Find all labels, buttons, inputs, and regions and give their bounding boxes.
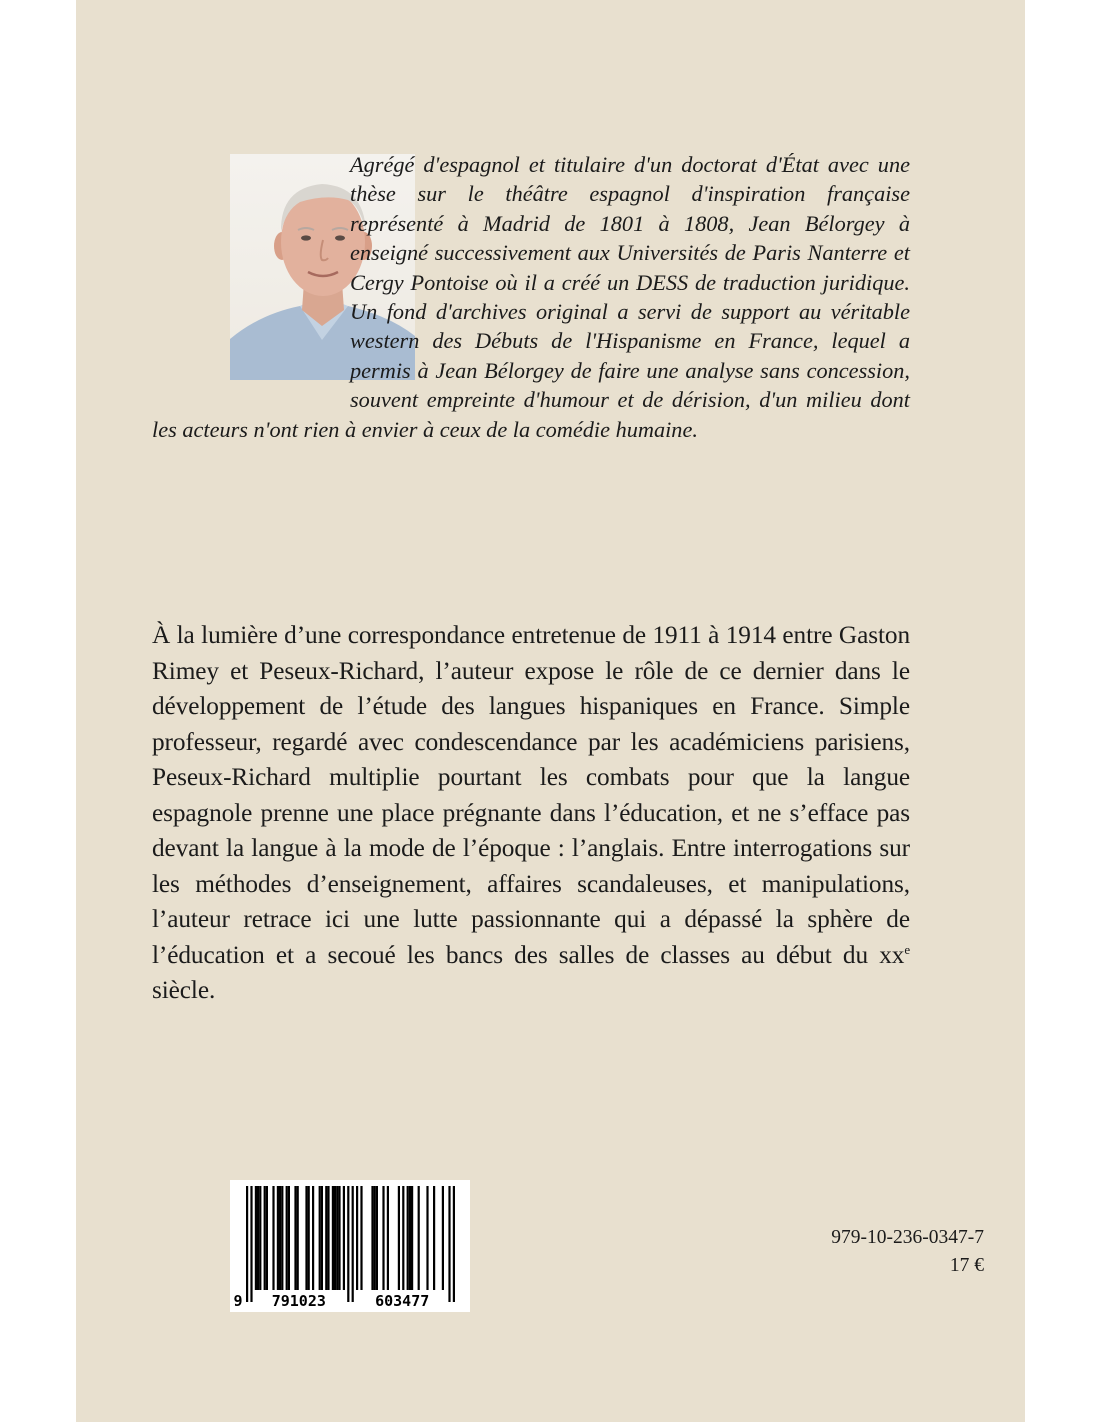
- barcode-bar: [374, 1186, 376, 1290]
- barcode-bar: [409, 1186, 411, 1290]
- barcode-bar: [319, 1186, 321, 1290]
- barcode-digits: 603477: [375, 1292, 430, 1310]
- barcode-digits: 9: [233, 1292, 243, 1310]
- barcode-bar: [411, 1186, 413, 1290]
- biography-text: Agrégé d'espagnol et titulaire d'un doctorat d'État avec une thèse sur le théâtre espagnol d'inspiration française représenté à Madrid de 1801 à 1808, Jean Bélorgey à enseigné successivement aux Universités de Paris Nanterre et Cergy Pontoise où il a créé un DESS de traduction juridique. Un fond d'archives original a servi de support au véritable western des Débuts de l'Hispanisme en France, lequel a permis à Jean Bélorgey de faire une analyse sans concession, souvent empreinte d'humour et de dérision, d'un milieu dont les acteurs n'ont rien à envier à ceux de la comédie humaine.: [152, 152, 910, 442]
- barcode-bar: [250, 1186, 252, 1302]
- barcode-bar: [356, 1186, 358, 1290]
- barcode-bar: [266, 1186, 268, 1290]
- barcode-bar: [334, 1186, 336, 1290]
- barcode-bar: [433, 1186, 435, 1290]
- barcode-bar: [347, 1186, 349, 1302]
- barcode-bar: [259, 1186, 261, 1290]
- book-summary: [152, 618, 910, 1009]
- barcode-bar: [382, 1186, 384, 1290]
- barcode-bar: [343, 1186, 345, 1290]
- barcode-bar: [327, 1186, 329, 1290]
- barcode-bar: [360, 1186, 362, 1290]
- barcode-bar: [387, 1186, 389, 1290]
- barcode-bar: [321, 1186, 323, 1290]
- barcode-bar: [325, 1186, 327, 1290]
- barcode-bar: [281, 1186, 283, 1290]
- barcode-bar: [257, 1186, 259, 1290]
- barcode-bar: [272, 1186, 274, 1290]
- price: 17 €: [949, 1255, 984, 1276]
- barcode-bar: [255, 1186, 257, 1290]
- barcode-digits: 791023: [271, 1292, 326, 1310]
- barcode-bar: [371, 1186, 373, 1290]
- barcode-bar: [453, 1186, 455, 1302]
- barcode-bar: [294, 1186, 296, 1290]
- barcode-bar: [277, 1186, 279, 1290]
- barcode-bar: [336, 1186, 338, 1290]
- barcode-bar: [426, 1186, 428, 1290]
- barcode-bar: [312, 1186, 314, 1290]
- barcode-bar: [376, 1186, 378, 1290]
- summary-text-end: siècle.: [152, 976, 216, 1004]
- barcode-bar: [352, 1186, 354, 1302]
- isbn-block: [831, 1224, 984, 1280]
- barcode-bar: [442, 1186, 444, 1290]
- summary-text-main: À la lumière d’une correspondance entretenue de 1911 à 1914 entre Gaston Rimey et Peseux-Richard, l’auteur expose le rôle de ce dernier dans le développement de l’étude des langues hispaniques en France. Simple professeur, regardé avec condescendance par les académiciens parisiens, Peseux-Richard multiplie pourtant les combats pour que la langue espagnole prenne une place prégnante dans l’éducation, et ne s’efface pas devant la langue à la mode de l’époque : l’anglais. Entre interrogations sur les méthodes d’enseignement, affaires scandaleuses, et manipulations, l’auteur retrace ici une lutte passionnante qui a dépassé la sphère de l’éducation et a secoué les bancs des salles de classes au début du: [152, 621, 910, 969]
- barcode-bar: [286, 1186, 288, 1290]
- barcode-bar: [338, 1186, 340, 1290]
- barcode-bar: [297, 1186, 299, 1290]
- author-biography: [152, 150, 910, 444]
- barcode-bar: [398, 1186, 400, 1290]
- barcode-bar: [402, 1186, 404, 1290]
- barcode-bar: [279, 1186, 281, 1290]
- isbn-number: 979-10-236-0347-7: [831, 1227, 984, 1248]
- barcode-bar: [418, 1186, 420, 1290]
- barcode-bar: [288, 1186, 290, 1290]
- barcode-bar: [305, 1186, 307, 1290]
- barcode-bar: [448, 1186, 450, 1302]
- barcode-bar: [407, 1186, 409, 1290]
- barcode-bar: [246, 1186, 248, 1302]
- century-superscript: e: [904, 941, 910, 957]
- century-numeral: xx: [879, 940, 905, 969]
- barcode-bar: [308, 1186, 310, 1290]
- barcode: [230, 1180, 470, 1312]
- barcode-bar: [264, 1186, 266, 1290]
- barcode-bar: [332, 1186, 334, 1290]
